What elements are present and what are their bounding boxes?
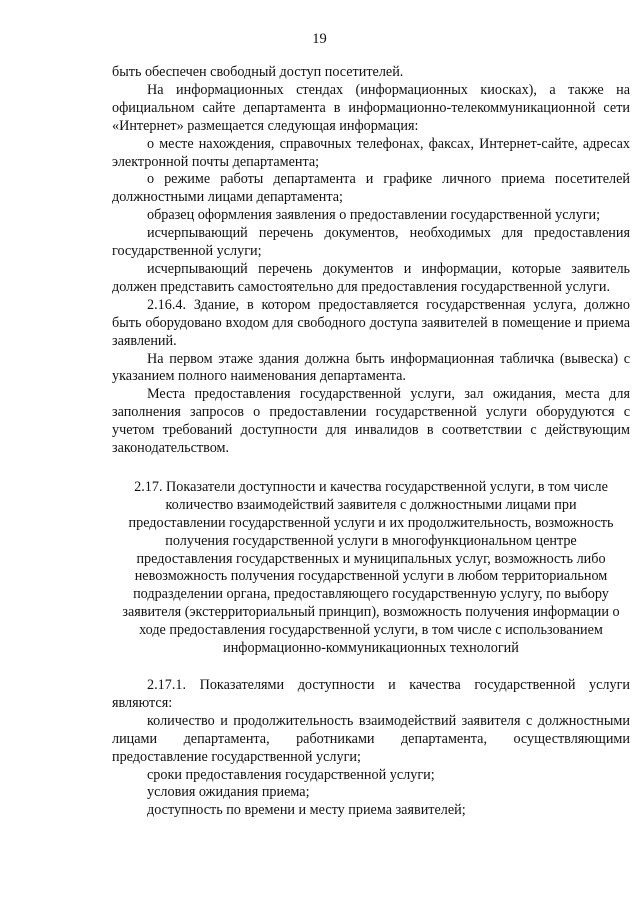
- page-number: 19: [312, 31, 327, 47]
- paragraph: количество и продолжительность взаимодействий заявителя с должностными лицами департамента, работниками департамента, осуществляющими предоставление государственной услуги;: [112, 712, 630, 765]
- paragraph: сроки предоставления государственной услуги;: [147, 766, 435, 783]
- paragraph: образец оформления заявления о предоставлении государственной услуги;: [147, 207, 601, 224]
- document-body: [112, 64, 630, 820]
- paragraph: быть обеспечен свободный доступ посетителей.: [112, 64, 404, 80]
- paragraph: условия ожидания приема;: [147, 784, 310, 801]
- paragraph: 2.17.1. Показателями доступности и качества государственной услуги являются:: [112, 677, 630, 711]
- paragraph: 2.16.4. Здание, в котором предоставляется государственная услуга, должно быть оборудовано входом для свободного доступа заявителей в помещение и приема заявлений.: [112, 296, 630, 349]
- paragraph: Места предоставления государственной услуги, зал ожидания, места для заполнения запросов о предоставлении государственной услуги оборудуются с учетом требований доступности для инвалидов в соответствии с действующим законодательством.: [112, 386, 630, 457]
- paragraph: о месте нахождения, справочных телефонах, факсах, Интернет-сайте, адресах электронной почты департамента;: [112, 135, 630, 170]
- paragraph: На информационных стендах (информационных киосках), а также на официальном сайте департамента в информационно-телекоммуникационной сети «Интернет» размещается следующая информация:: [112, 81, 630, 134]
- paragraph: доступность по времени и месту приема заявителей;: [147, 802, 466, 819]
- paragraph: исчерпывающий перечень документов, необходимых для предоставления государственной услуги;: [112, 225, 630, 260]
- paragraph: о режиме работы департамента и графике личного приема посетителей должностными лицами департамента;: [112, 171, 630, 206]
- paragraph: исчерпывающий перечень документов и информации, которые заявитель должен представить самостоятельно для предоставления государственной услуги.: [112, 260, 630, 295]
- paragraph: На первом этаже здания должна быть информационная табличка (вывеска) с указанием полного наименования департамента.: [112, 350, 630, 385]
- section-heading: 2.17. Показатели доступности и качества государственной услуги, в том числе количество взаимодействий заявителя с должностными лицами при предоставлении государственной услуги и их продолжительность, возможность получения государственной услуги в многофункциональном центре предоставления государственных и муниципальных услуг, возможность либо невозможность получения государственной услуги в любом территориальном подразделении органа, предоставляющего государственную услугу, по выбору заявителя (экстерриториальный принцип), возможность получения информации о ходе предоставления государственной услуги, в том числе с использованием информационно-коммуникационных технологий: [122, 478, 620, 657]
